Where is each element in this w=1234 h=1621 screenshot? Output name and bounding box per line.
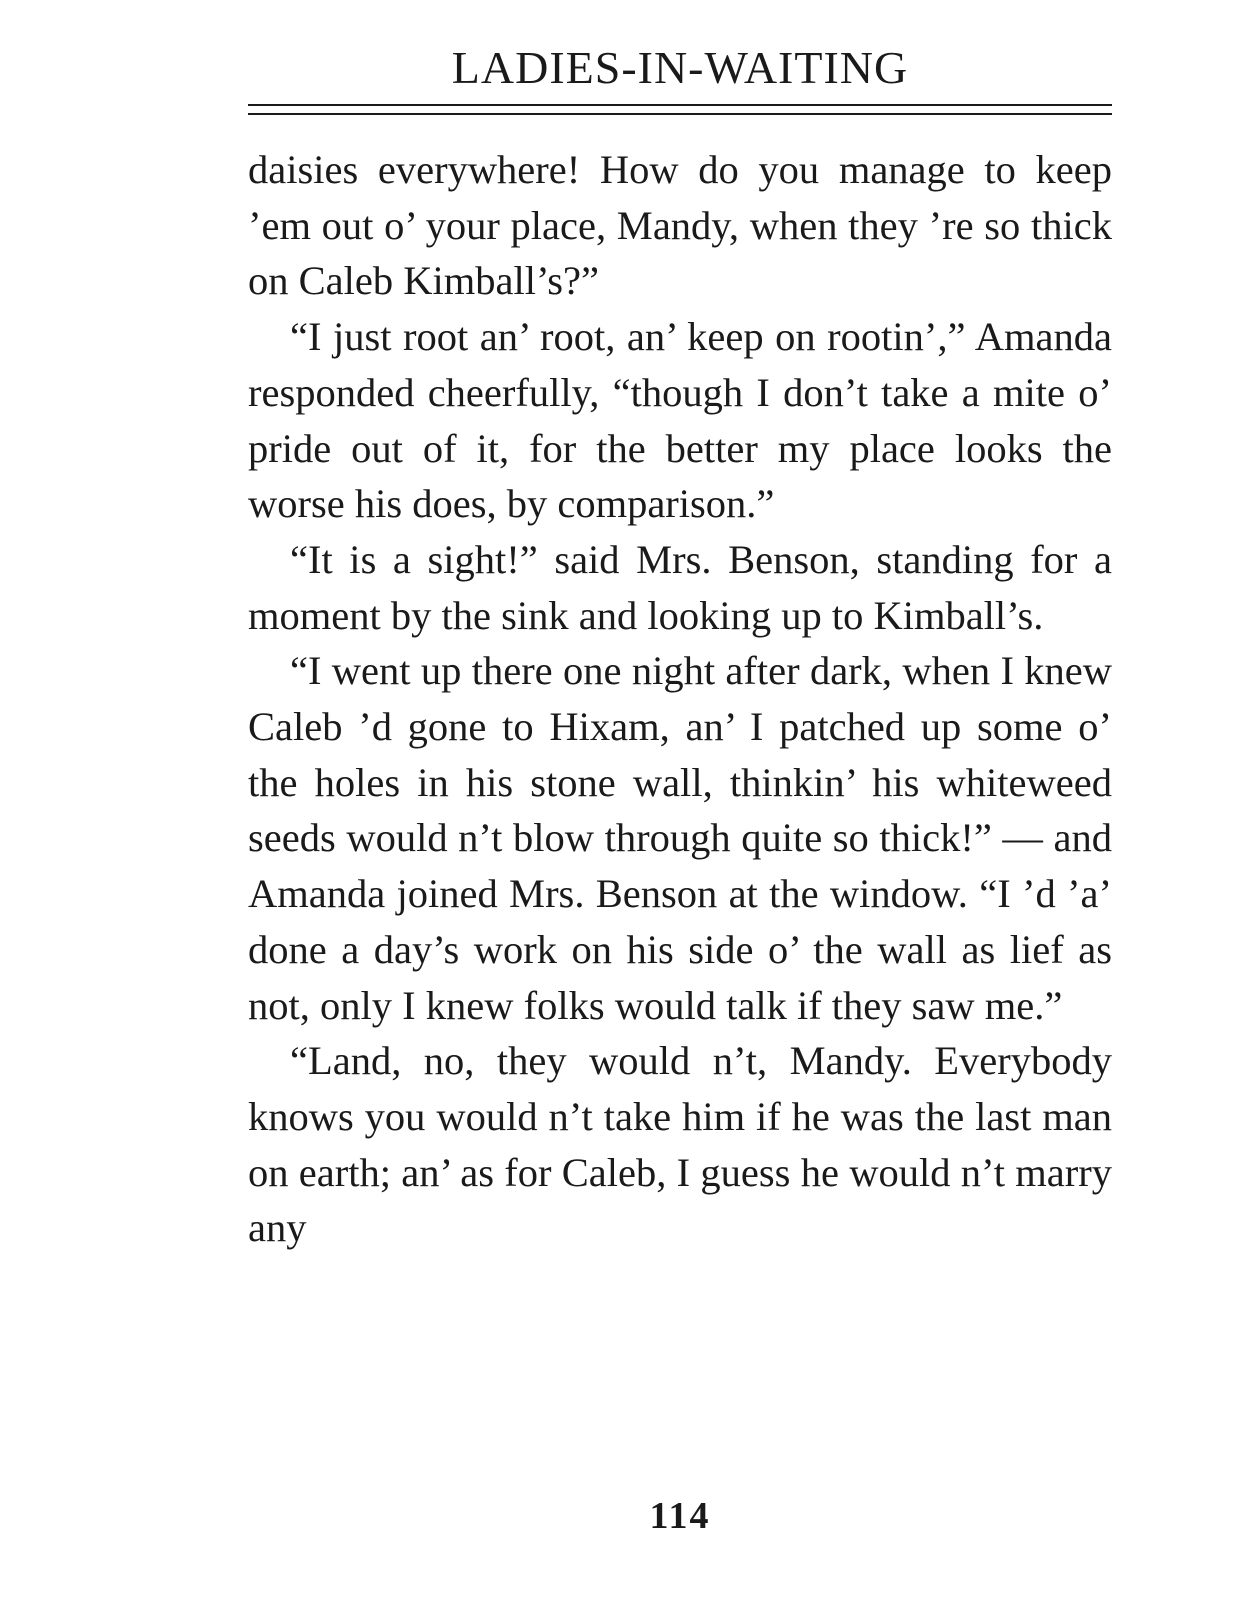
header-rule-top (248, 104, 1112, 106)
paragraph-continued: daisies everywhere! How do you manage to keep ’em out o’ your place, Mandy, when they ’re so thick on Caleb Kimball’s?” (248, 147, 1112, 304)
running-head: LADIES-IN-WAITING (451, 42, 909, 93)
paragraph: “Land, no, they would n’t, Mandy. Everybody knows you would n’t take him if he was the last man on earth; an’ as for Caleb, I guess he would n’t marry any (248, 1038, 1112, 1251)
paragraph: “I went up there one night after dark, when I knew Caleb ’d gone to Hixam, an’ I patched up some o’ the holes in his stone wall, thinkin’ his whiteweed seeds would n’t blow through quite so thick!” — and Amanda joined Mrs. Benson at the window. “I ’d ’a’ done a day’s work on his side o’ the wall as lief as not, only I knew folks would talk if they saw me.” (248, 648, 1112, 1028)
paragraph: “I just root an’ root, an’ keep on rootin’,” Amanda responded cheerfully, “though I don’t take a mite o’ pride out of it, for the better my place looks the worse his does, by comparison.” (248, 314, 1112, 527)
header-rule-bottom (248, 113, 1112, 115)
paragraph: “It is a sight!” said Mrs. Benson, standing for a moment by the sink and looking up to Kimball’s. (248, 536, 1112, 638)
page-number: 114 (649, 1495, 711, 1537)
body-text (248, 142, 1112, 1256)
